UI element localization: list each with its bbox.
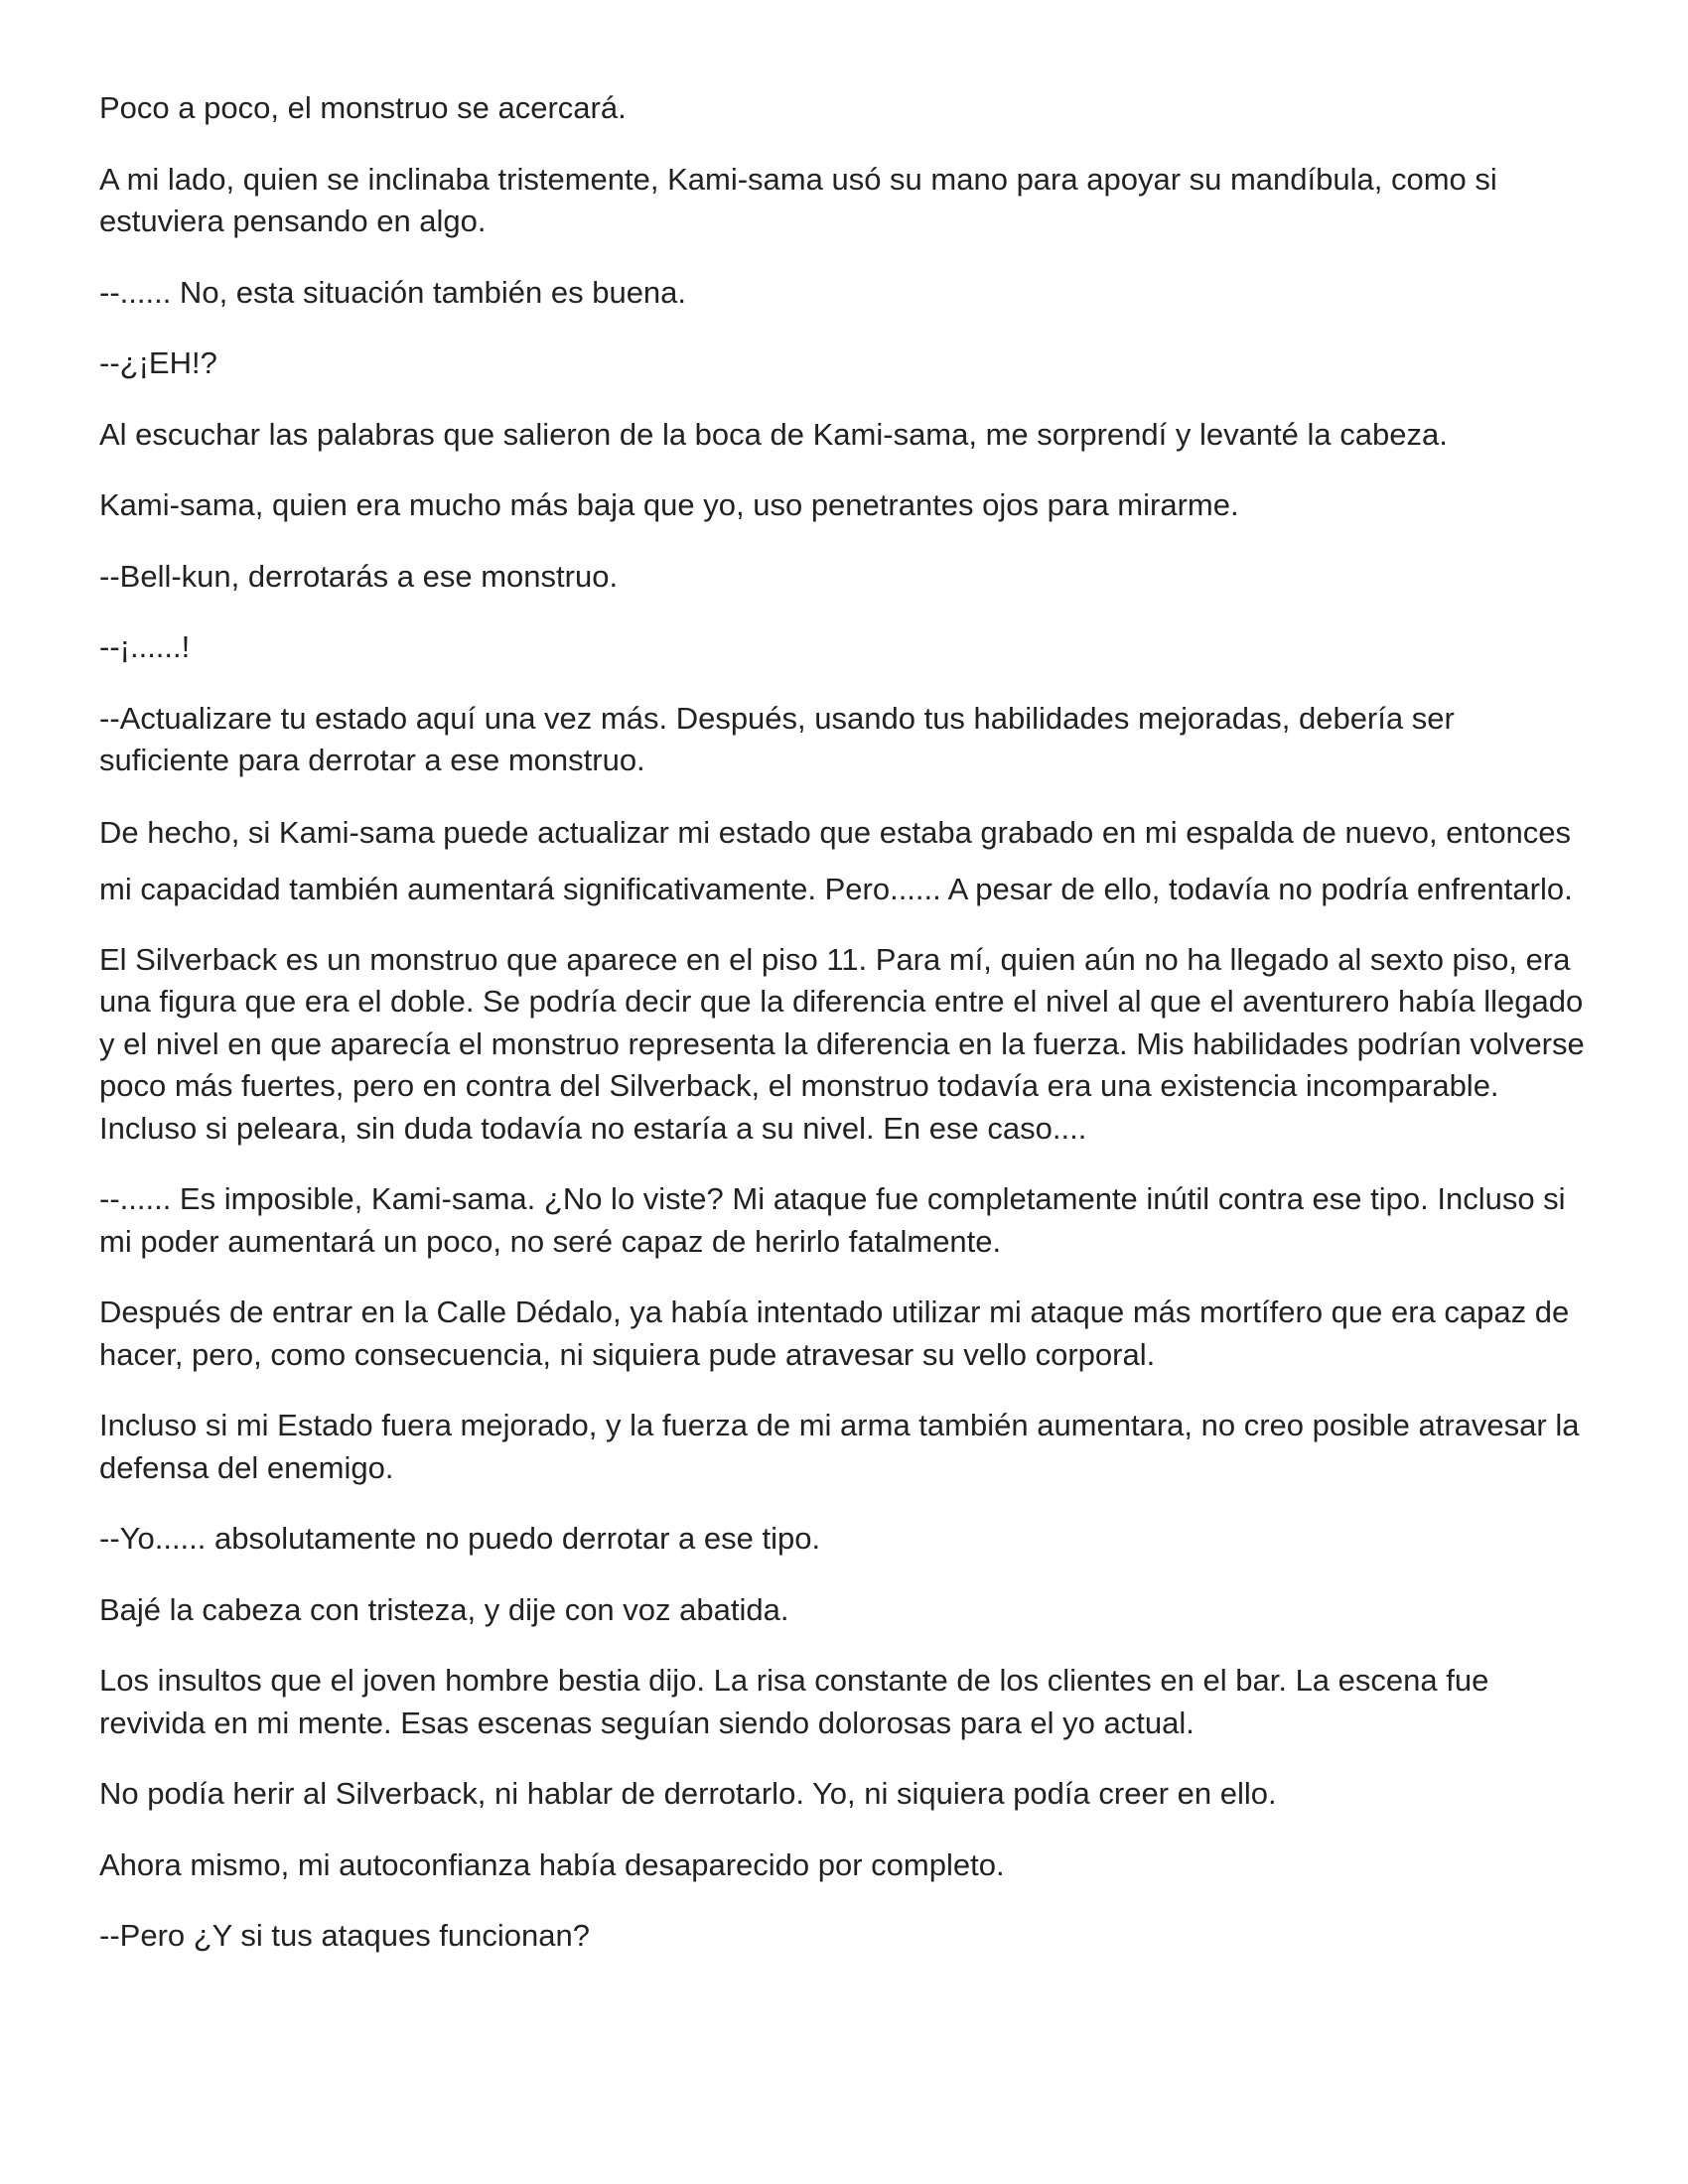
paragraph: Poco a poco, el monstruo se acercará. xyxy=(99,90,627,125)
paragraph: De hecho, si Kami-sama puede actualizar mi estado que estaba grabado en mi espalda de nuevo, entonces mi capacidad también aumentará significativamente. Pero...... A pesar de ello, todavía no podría enfrentarlo. xyxy=(99,814,1573,906)
paragraph: Después de entrar en la Calle Dédalo, ya había intentado utilizar mi ataque más mortífero que era capaz de hacer, pero, como consecuencia, ni siquiera pude atravesar su vello corporal. xyxy=(99,1295,1570,1372)
paragraph: --...... No, esta situación también es buena. xyxy=(99,274,687,310)
paragraph: A mi lado, quien se inclinaba tristemente, Kami-sama usó su mano para apoyar su mandíbula, como si estuviera pensando en algo. xyxy=(99,161,1497,238)
paragraph: --Yo...... absolutamente no puedo derrotar a ese tipo. xyxy=(99,1521,821,1556)
paragraph: Incluso si mi Estado fuera mejorado, y la fuerza de mi arma también aumentara, no creo posible atravesar la defensa del enemigo. xyxy=(99,1408,1580,1485)
paragraph: --¿¡EH!? xyxy=(99,345,217,380)
paragraph: Al escuchar las palabras que salieron de la boca de Kami-sama, me sorprendí y levanté la cabeza. xyxy=(99,416,1448,452)
paragraph: --Bell-kun, derrotarás a ese monstruo. xyxy=(99,558,619,594)
paragraph: Los insultos que el joven hombre bestia dijo. La risa constante de los clientes en el bar. La escena fue revivida en mi mente. Esas escenas seguían siendo dolorosas para el yo actual. xyxy=(99,1663,1489,1740)
paragraph: El Silverback es un monstruo que aparece en el piso 11. Para mí, quien aún no ha llegado al sexto piso, era una figura que era el doble. Se podría decir que la diferencia entre el nivel al que el aventurero había llegado y el nivel en que aparecía el monstruo representa la diferencia en la fuerza. Mis habilidades podrían volverse poco más fuertes, pero en contra del Silverback, el monstruo todavía era una existencia incomparable. Incluso si peleara, sin duda todavía no estaría a su nivel. En ese caso.... xyxy=(99,941,1585,1146)
paragraph: --¡......! xyxy=(99,629,191,664)
paragraph: --Actualizare tu estado aquí una vez más. Después, usando tus habilidades mejoradas, debería ser suficiente para derrotar a ese monstruo. xyxy=(99,700,1455,777)
document-body xyxy=(99,87,1589,1986)
paragraph: --Pero ¿Y si tus ataques funcionan? xyxy=(99,1918,590,1953)
paragraph: No podía herir al Silverback, ni hablar de derrotarlo. Yo, ni siquiera podía creer en ello. xyxy=(99,1776,1277,1811)
paragraph: Bajé la cabeza con tristeza, y dije con voz abatida. xyxy=(99,1591,789,1627)
paragraph: --...... Es imposible, Kami-sama. ¿No lo viste? Mi ataque fue completamente inútil contra ese tipo. Incluso si mi poder aumentará un poco, no seré capaz de herirlo fatalmente. xyxy=(99,1181,1566,1259)
paragraph: Kami-sama, quien era mucho más baja que yo, uso penetrantes ojos para mirarme. xyxy=(99,487,1239,522)
paragraph: Ahora mismo, mi autoconfianza había desaparecido por completo. xyxy=(99,1846,1005,1882)
